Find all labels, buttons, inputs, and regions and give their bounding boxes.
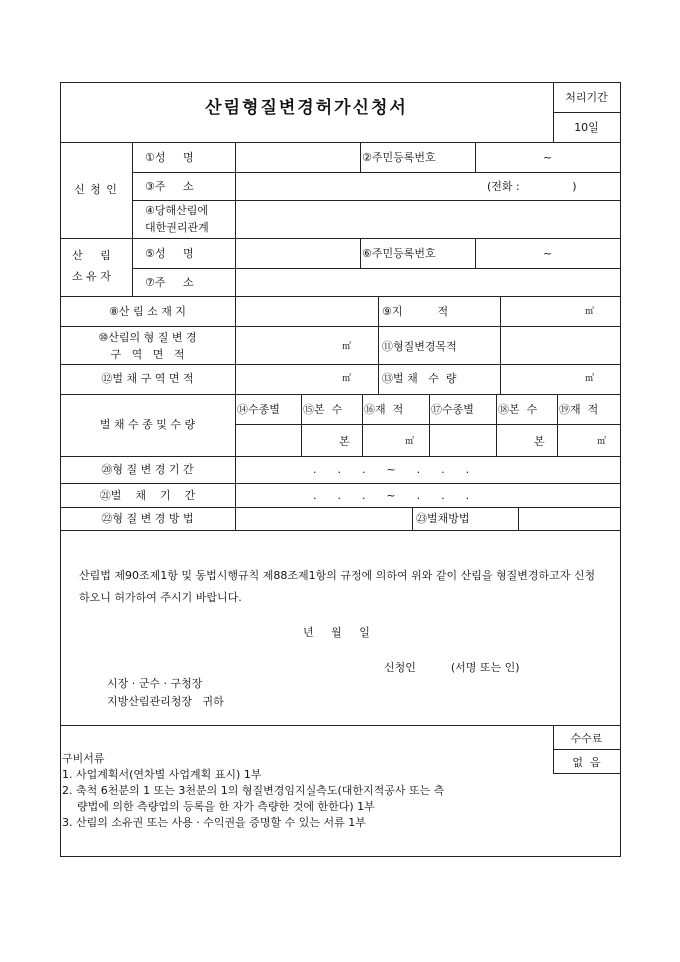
cut-period-label: ㉑벌 채 기 간 xyxy=(99,489,196,502)
relation-label-line1: ④당해산림에 xyxy=(145,204,208,217)
forest-location-label: ⑧산 림 소 재 지 xyxy=(109,305,186,318)
cut-qty-unit: ㎥ xyxy=(585,374,595,384)
relation-label-line2: 대한권리관계 xyxy=(145,221,209,234)
species-header-3: ⑯재 적 xyxy=(364,403,404,416)
document-item-2a: 2. 축척 6천분의 1 또는 3천분의 1의 형질변경임지실측도(대한지적공사 또는 측 xyxy=(62,784,445,797)
applicant-col-line xyxy=(132,142,133,238)
change-method-field[interactable] xyxy=(236,508,411,529)
species-volume-unit-2: ㎥ xyxy=(597,437,607,447)
species-header-1: ⑭수종별 xyxy=(237,403,280,416)
line-725 xyxy=(60,725,620,726)
owner-col-line xyxy=(132,238,133,296)
rrn-col-line xyxy=(360,142,361,172)
addressee-line1: 시장 · 군수 · 구청장 xyxy=(107,677,203,690)
species-header-2: ⑮본 수 xyxy=(303,403,343,416)
forest-lot-label: ⑨지 적 xyxy=(382,305,449,318)
species-group-label: 벌 채 수 종 및 수 량 xyxy=(99,418,196,431)
species-count-unit-2: 본 xyxy=(534,435,545,448)
line-394 xyxy=(60,394,620,395)
change-area-label-2: 구 역 면 적 xyxy=(110,348,185,361)
cut-method-field[interactable] xyxy=(519,508,619,529)
species-type-field-1[interactable] xyxy=(236,425,300,455)
owner-address-label: ⑦주 소 xyxy=(145,276,194,289)
owner-name-label: ⑤성 명 xyxy=(145,247,194,260)
species-header-5: ⑱본 수 xyxy=(498,403,538,416)
forest-mid-col xyxy=(378,296,379,394)
cut-area-label: ⑫벌 채 구 역 면 적 xyxy=(101,372,194,385)
species-header-6: ⑲재 적 xyxy=(559,403,599,416)
applicant-name-field[interactable] xyxy=(236,143,359,171)
applicant-rrn-label: ②주민등록번호 xyxy=(362,151,436,164)
owner-group-label-2: 소 유 자 xyxy=(72,270,111,283)
forest-lot-unit: ㎡ xyxy=(585,307,595,317)
cut-qty-field[interactable] xyxy=(501,365,619,393)
document-item-1: 1. 사업계획서(연차별 사업계획 표시) 1부 xyxy=(62,768,262,781)
species-count-unit-1: 본 xyxy=(339,435,350,448)
applicant-rrn-sep: ~ xyxy=(543,151,553,164)
frame-top xyxy=(60,82,620,83)
applicant-group-label: 신 청 인 xyxy=(74,183,118,196)
fee-bottom-line xyxy=(553,773,620,774)
cut-area-unit: ㎡ xyxy=(342,374,352,384)
fee-label: 수수료 xyxy=(570,732,603,745)
addressee-line2: 지방산림관리청장 귀하 xyxy=(107,695,224,708)
species-volume-field-2[interactable] xyxy=(558,425,619,455)
document-item-3: 3. 산림의 소유권 또는 사용 · 수익권을 증명할 수 있는 서류 1부 xyxy=(62,816,366,829)
processing-period-label: 처리기간 xyxy=(565,91,608,104)
cut-method-label: ㉓벌채방법 xyxy=(416,512,470,525)
documents-heading: 구비서류 xyxy=(62,752,105,765)
cut-area-field[interactable] xyxy=(236,365,377,393)
species-volume-unit-1: ㎥ xyxy=(405,437,415,447)
applicant-name-label: ①성 명 xyxy=(145,151,194,164)
applicant-phone-text: (전화 : ) xyxy=(487,180,577,193)
species-header-4: ⑰수종별 xyxy=(431,403,474,416)
cut-period-value: . . . ~ . . . xyxy=(313,489,470,502)
change-purpose-field[interactable] xyxy=(501,327,619,363)
method-mid-col xyxy=(412,507,413,530)
change-period-value: . . . ~ . . . xyxy=(313,463,470,476)
species-type-field-2[interactable] xyxy=(430,425,495,455)
owner-rrn-col-line xyxy=(360,238,361,268)
change-area-unit: ㎡ xyxy=(342,342,352,352)
change-period-label: ⑳형 질 변 경 기 간 xyxy=(101,463,194,476)
owner-name-field[interactable] xyxy=(236,239,359,267)
forest-lot-field[interactable] xyxy=(501,297,619,325)
declaration-text: 산림법 제90조제1항 및 동법시행규칙 제88조제1항의 규정에 의하여 위와 같이 산림을 형질변경하고자 신청하오니 허가하여 주시기 바랍니다. xyxy=(79,569,596,604)
species-volume-field-1[interactable] xyxy=(363,425,428,455)
applicant-address-label: ③주 소 xyxy=(145,180,194,193)
owner-rrn-label: ⑥주민등록번호 xyxy=(362,247,436,260)
owner-address-field[interactable] xyxy=(236,269,619,295)
change-method-label: ㉒형 질 변 경 방 법 xyxy=(101,512,194,525)
declaration-date: 년 월 일 xyxy=(303,626,370,639)
cut-qty-label: ⑬벌 채 수 량 xyxy=(382,372,457,385)
owner-rrn-sep: ~ xyxy=(543,247,553,260)
forest-location-field[interactable] xyxy=(236,297,377,325)
change-purpose-label: ⑪형질변경목적 xyxy=(382,340,457,353)
period-mid-line xyxy=(553,112,620,113)
applicant-signature-line: 신청인 (서명 또는 인) xyxy=(384,661,520,674)
line-530 xyxy=(60,530,620,531)
document-item-2b: 량법에 의한 측량업의 등록을 한 자가 측량한 것에 한한다) 1부 xyxy=(77,800,375,813)
species-count-field-1[interactable] xyxy=(302,425,361,455)
species-count-field-2[interactable] xyxy=(497,425,556,455)
frame-right xyxy=(620,82,621,857)
fee-value: 없 음 xyxy=(572,756,601,769)
relation-field[interactable] xyxy=(236,201,619,237)
change-area-field[interactable] xyxy=(236,327,377,363)
change-area-label-1: ⑩산림의 형 질 변 경 xyxy=(98,331,197,344)
fee-mid-line xyxy=(553,749,620,750)
form-title: 산림형질변경허가신청서 xyxy=(205,98,408,118)
frame-bottom xyxy=(60,856,621,857)
owner-group-label-1: 산 림 xyxy=(72,249,111,262)
processing-period-value: 10일 xyxy=(574,121,599,134)
